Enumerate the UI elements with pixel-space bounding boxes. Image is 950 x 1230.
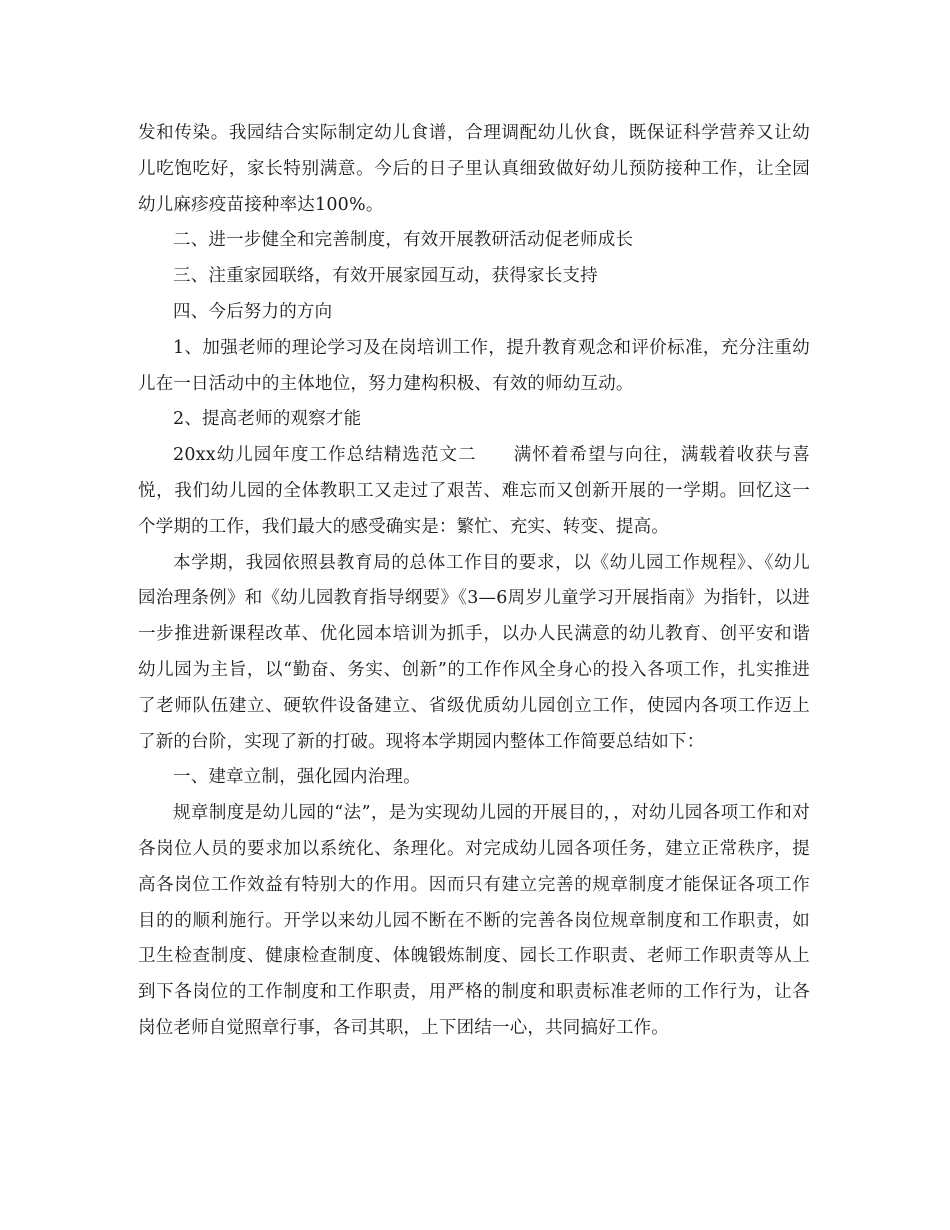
- heading-section-two: 二、进一步健全和完善制度，有效开展教研活动促老师成长: [173, 230, 634, 251]
- paragraph-essay-two-intro: 20xx幼儿园年度工作总结精选范文二 满怀着希望与向往，满载着收获与喜悦，我们幼儿园的全体教职工又走过了艰苦、难忘而又创新开展的一学期。回忆这一个学期的工作，我们最大的感受确实是：繁忙、充实、转变、提高。: [138, 445, 810, 537]
- paragraph-semester-overview: 本学期，我园依照县教育局的总体工作目的要求，以《幼儿园工作规程》、《幼儿园治理条例》和《幼儿园教育指导纲要》《3—6周岁儿童学习开展指南》为指针，以进一步推进新课程改革、优化园本培训为抓手，以办人民满意的幼儿教育、创平安和谐幼儿园为主旨，以“勤奋、务实、创新”的工作作风全身心的投入各项工作，扎实推进了老师队伍建立、硬软件设备建立、省级优质幼儿园创立工作，使园内各项工作迈上了新的台阶，实现了新的打破。现将本学期园内整体工作简要总结如下：: [138, 552, 810, 752]
- paragraph-rules-and-regulations: 规章制度是幼儿园的“法”，是为实现幼儿园的开展目的，，对幼儿园各项工作和对各岗位人员的要求加以系统化、条理化。对完成幼儿园各项任务，建立正常秩序，提高各岗位工作效益有特别大的作用。因而只有建立完善的规章制度才能保证各项工作目的的顺利施行。开学以来幼儿园不断在不断的完善各岗位规章制度和工作职责，如卫生检查制度、健康检查制度、体魄锻炼制度、园长工作职责、老师工作职责等从上到下各岗位的工作制度和工作职责，用严格的制度和职责标准老师的工作行为，让各岗位老师自觉照章行事，各司其职，上下团结一心，共同搞好工作。: [138, 803, 810, 1038]
- document-body: [138, 116, 810, 1047]
- heading-section-four: 四、今后努力的方向: [173, 301, 333, 322]
- list-item-two: 2、提高老师的观察才能: [173, 409, 362, 430]
- paragraph-continuation: 发和传染。我园结合实际制定幼儿食谱，合理调配幼儿伙食，既保证科学营养又让幼儿吃饱吃好，家长特别满意。今后的日子里认真细致做好幼儿预防接种工作，让全园幼儿麻疹疫苗接种率达100%。: [138, 123, 810, 215]
- heading-section-three: 三、注重家园联络，有效开展家园互动，获得家长支持: [173, 266, 598, 287]
- heading-part-one: 一、建章立制，强化园内治理。: [173, 767, 421, 788]
- list-item-one: 1、加强老师的理论学习及在岗培训工作，提升教育观念和评价标准，充分注重幼儿在一日活动中的主体地位，努力建构积极、有效的师幼互动。: [138, 337, 810, 394]
